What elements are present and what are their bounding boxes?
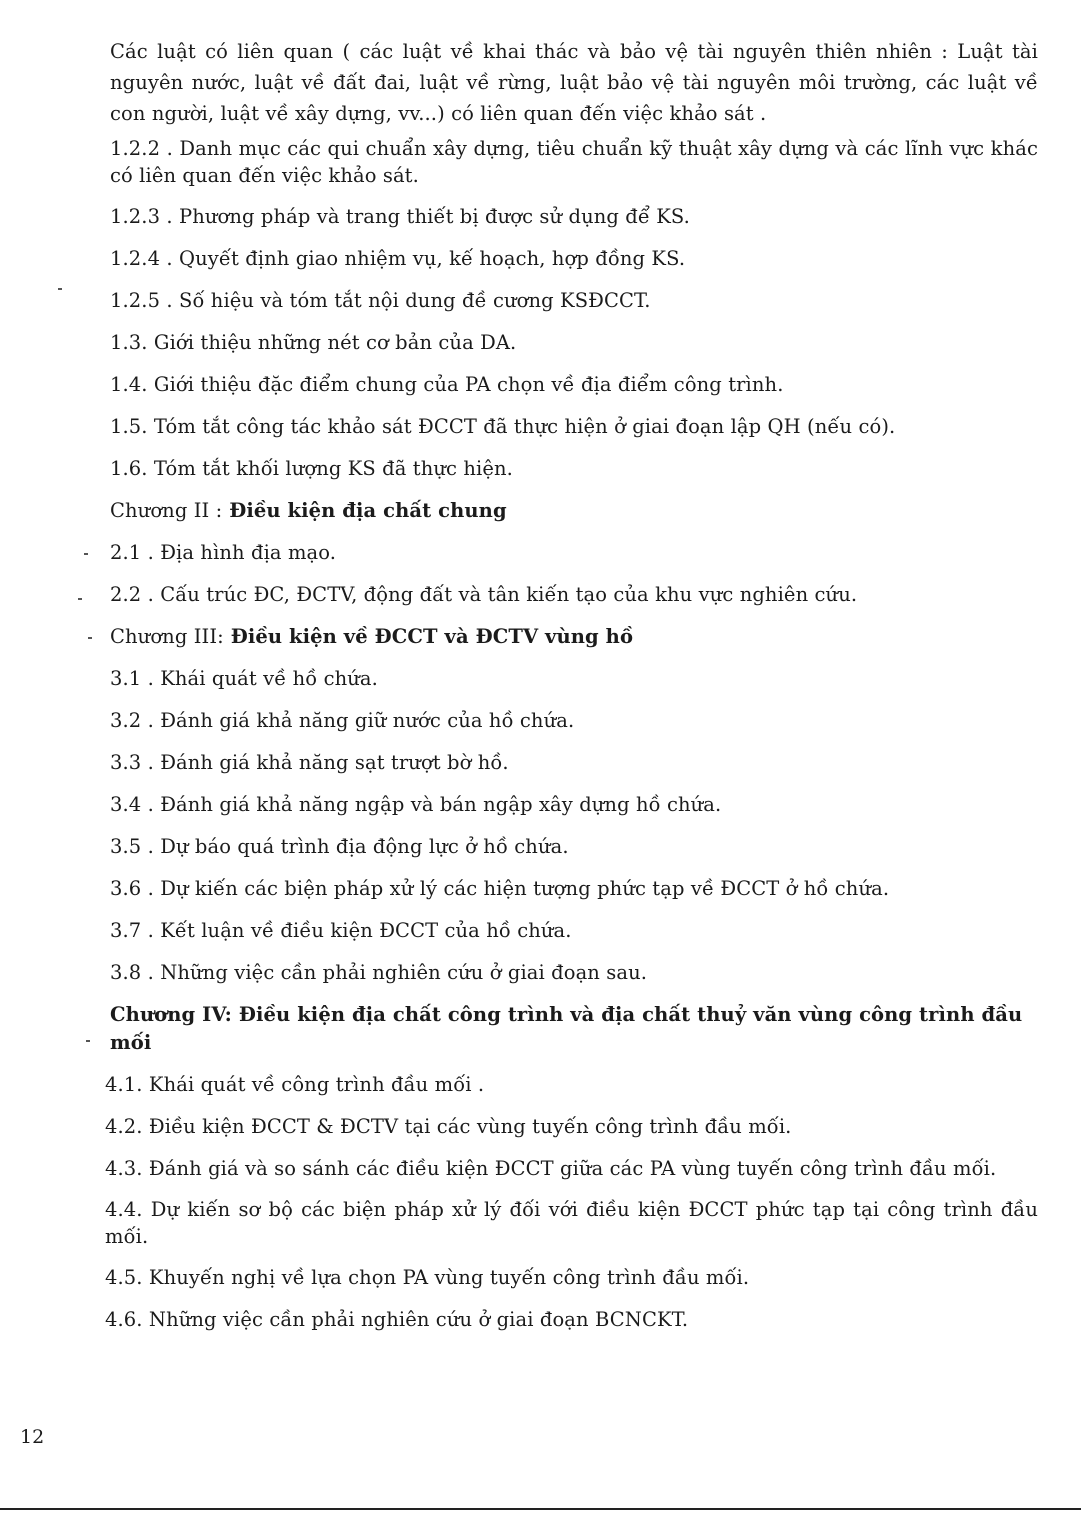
chapter-4-heading xyxy=(110,1001,1038,1057)
page-number: 12 xyxy=(20,1426,45,1448)
list-item-1-3: 1.3. Giới thiệu những nét cơ bản của DA. xyxy=(110,331,517,354)
list-item-1-2-5: 1.2.5 . Số hiệu và tóm tắt nội dung đề cương KSĐCCT. xyxy=(110,289,651,312)
list-item-1-2-2: 1.2.2 . Danh mục các qui chuẩn xây dựng, tiêu chuẩn kỹ thuật xây dựng và các lĩnh vực khác có liên quan đến việc khảo sát. xyxy=(110,137,1038,187)
list-item-1-5: 1.5. Tóm tắt công tác khảo sát ĐCCT đã thực hiện ở giai đoạn lập QH (nếu có). xyxy=(110,415,896,438)
list-item-4-1: 4.1. Khái quát về công trình đầu mối . xyxy=(105,1073,485,1096)
scan-speck xyxy=(86,1040,90,1042)
list-item-3-8: 3.8 . Những việc cần phải nghiên cứu ở giai đoạn sau. xyxy=(110,961,648,984)
list-item-4-4: 4.4. Dự kiến sơ bộ các biện pháp xử lý đối với điều kiện ĐCCT phức tạp tại công trình đầu mối. xyxy=(105,1198,1038,1248)
list-item-3-3: 3.3 . Đánh giá khả năng sạt trượt bờ hồ. xyxy=(110,751,509,774)
list-item-3-4: 3.4 . Đánh giá khả năng ngập và bán ngập xây dựng hồ chứa. xyxy=(110,793,722,816)
list-item-2-1: 2.1 . Địa hình địa mạo. xyxy=(110,541,337,564)
list-item-1-2-3: 1.2.3 . Phương pháp và trang thiết bị được sử dụng để KS. xyxy=(110,205,690,228)
list-item-4-3: 4.3. Đánh giá và so sánh các điều kiện ĐCCT giữa các PA vùng tuyến công trình đầu mối. xyxy=(105,1157,997,1180)
list-item-1-6: 1.6. Tóm tắt khối lượng KS đã thực hiện. xyxy=(110,457,513,480)
list-item-2-2: 2.2 . Cấu trúc ĐC, ĐCTV, động đất và tân kiến tạo của khu vực nghiên cứu. xyxy=(110,583,858,606)
chapter-2-label: Chương II : xyxy=(110,499,223,522)
page-body xyxy=(105,36,1038,1348)
chapter-2-title: Điều kiện địa chất chung xyxy=(229,499,507,522)
list-item-3-6: 3.6 . Dự kiến các biện pháp xử lý các hiện tượng phức tạp về ĐCCT ở hồ chứa. xyxy=(110,877,890,900)
page-bottom-edge xyxy=(0,1508,1081,1510)
scan-speck xyxy=(78,598,82,600)
chapter-4-label: Chương IV: xyxy=(110,1003,232,1026)
chapter-3-heading xyxy=(110,623,1038,651)
list-item-3-7: 3.7 . Kết luận về điều kiện ĐCCT của hồ chứa. xyxy=(110,919,572,942)
scan-speck xyxy=(88,637,92,639)
list-item-3-5: 3.5 . Dự báo quá trình địa động lực ở hồ chứa. xyxy=(110,835,569,858)
intro-paragraph: Các luật có liên quan ( các luật về khai thác và bảo vệ tài nguyên thiên nhiên : Luật tài nguyên nước, luật về đất đai, luật về rừng, luật bảo vệ tài nguyên môi trường, các luật về con người, luật về xây dựng, vv...) có liên quan đến việc khảo sát . xyxy=(110,40,1038,125)
list-item-4-6: 4.6. Những việc cần phải nghiên cứu ở giai đoạn BCNCKT. xyxy=(105,1308,689,1331)
scan-speck xyxy=(58,288,62,290)
list-item-3-2: 3.2 . Đánh giá khả năng giữ nước của hồ chứa. xyxy=(110,709,575,732)
chapter-4-title: Điều kiện địa chất công trình và địa chất thuỷ văn vùng công trình đầu mối xyxy=(110,1003,1023,1054)
chapter-2-heading xyxy=(110,497,1038,525)
chapter-3-title: Điều kiện về ĐCCT và ĐCTV vùng hồ xyxy=(230,625,634,648)
list-item-4-5: 4.5. Khuyến nghị về lựa chọn PA vùng tuyến công trình đầu mối. xyxy=(105,1266,750,1289)
list-item-4-2: 4.2. Điều kiện ĐCCT & ĐCTV tại các vùng tuyến công trình đầu mối. xyxy=(105,1115,792,1138)
list-item-1-2-4: 1.2.4 . Quyết định giao nhiệm vụ, kế hoạch, hợp đồng KS. xyxy=(110,247,686,270)
scan-speck xyxy=(84,553,88,555)
chapter-3-label: Chương III: xyxy=(110,625,224,648)
list-item-3-1: 3.1 . Khái quát về hồ chứa. xyxy=(110,667,378,690)
list-item-1-4: 1.4. Giới thiệu đặc điểm chung của PA chọn về địa điểm công trình. xyxy=(110,373,784,396)
